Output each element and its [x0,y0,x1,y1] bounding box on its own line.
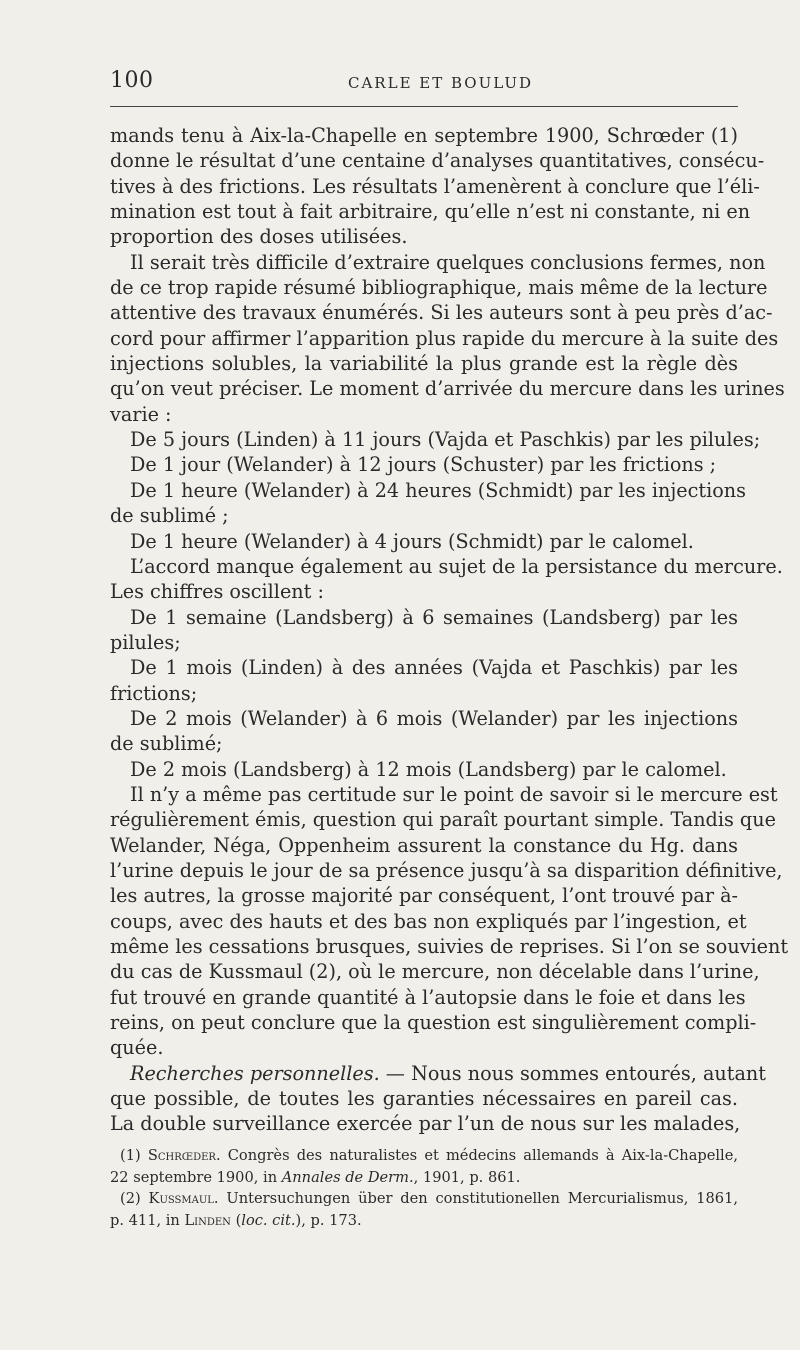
page-header [110,68,738,98]
text-line: coups, avec des hauts et des bas non expliqués par l’ingestion, et [110,909,747,933]
text-line: même les cessations brusques, suivies de reprises. Si l’on se souvient [110,935,789,958]
page-number: 100 [110,68,154,93]
body-text [110,123,789,1137]
footnote-1-line-2 [110,1167,738,1189]
footnote-2-line-2 [110,1210,738,1232]
text-line: reins, on peut conclure que la question est singulièrement compli- [110,1011,757,1035]
text-line: de ce trop rapide résumé bibliographique, mais même de la lecture [110,276,768,300]
footnote-1-line-1 [110,1145,738,1167]
footnote-ref-author: Linden [184,1211,231,1229]
footnote-journal: Annales de Derm. [281,1168,414,1186]
text-line: injections solubles, la variabilité la plus grande est la règle dès [110,352,738,376]
text-line: mands tenu à Aix-la-Chapelle en septembre 1900, Schrœder (1) [110,124,738,147]
text-line: de sublimé; [110,732,223,756]
text-line: De 2 mois (Landsberg) à 12 mois (Landsberg) par le calomel. [130,757,727,781]
text-line: Welander, Néga, Oppenheim assurent la constance du Hg. dans [110,833,738,857]
text-line: Il n’y a même pas certitude sur le point de savoir si le mercure est [130,782,778,806]
text-line: l’urine depuis le jour de sa présence jusqu’à sa disparition définitive, [110,858,783,882]
footnote-text: p. 411, in [110,1211,185,1229]
footnote-ref: loc. cit. [241,1211,296,1229]
text-line: De 1 heure (Welander) à 24 heures (Schmidt) par les injections [130,478,746,502]
footnotes [110,1145,738,1231]
text-line: les autres, la grosse majorité par conséquent, l’ont trouvé par à- [110,884,739,908]
footnote-text: ), p. 173. [295,1211,362,1229]
footnote-marker: (1) [120,1147,141,1164]
footnote-author: Schrœder. [147,1147,221,1164]
text-line: quée. [110,1036,164,1060]
text-line: mination est tout à fait arbitraire, qu’elle n’est ni constante, ni en [110,200,751,224]
text-line: De 1 mois (Linden) à des années (Vajda et Paschkis) par les [130,656,738,680]
running-title: CARLE ET BOULUD [348,74,534,92]
text-line: Les chiffres oscillent : [110,580,324,604]
text-line: L’accord manque également au sujet de la persistance du mercure. [130,554,783,578]
footnote-text: , 1901, p. 861. [413,1168,521,1186]
footnote-text: 22 septembre 1900, in [110,1168,282,1186]
text-line: varie : [110,402,172,426]
text-line: fut trouvé en grande quantité à l’autopsie dans le foie et dans les [110,985,746,1009]
footnote-text: Congrès des naturalistes et médecins allemands à Aix-la-Chapelle, [220,1147,738,1164]
footnote-text: ( [230,1211,242,1229]
text-line: proportion des doses utilisées. [110,225,408,249]
text-line: pilules; [110,630,181,654]
text-line: De 1 semaine (Landsberg) à 6 semaines (Landsberg) par les [130,605,738,629]
text-line: De 1 heure (Welander) à 4 jours (Schmidt) par le calomel. [130,529,694,553]
recherches-line-1 [110,1061,766,1086]
text-line: que possible, de toutes les garanties nécessaires en pareil cas. [110,1087,738,1111]
footnote-text: Untersuchungen über den constitutionellen Mercurialismus, 1861, [218,1190,739,1207]
footnote-marker: (2) [120,1190,141,1207]
text-line: cord pour affirmer l’apparition plus rapide du mercure à la suite des [110,326,779,350]
text-line: De 2 mois (Welander) à 6 mois (Welander) par les injections [130,706,738,730]
text-line: De 5 jours (Linden) à 11 jours (Vajda et Paschkis) par les pilules; [130,428,761,452]
section-heading: Recherches personnelles. [130,1061,380,1085]
text-line: qu’on veut préciser. Le moment d’arrivée du mercure dans les urines [110,377,785,401]
text-line: de sublimé ; [110,504,229,528]
text-line: attentive des travaux énumérés. Si les auteurs sont à peu près d’ac- [110,301,773,325]
text-line: régulièrement émis, question qui paraît pourtant simple. Tandis que [110,808,776,832]
header-rule [110,106,738,107]
footnote-2-line-1 [110,1188,738,1210]
text-line: frictions; [110,681,198,705]
text-line: tives à des frictions. Les résultats l’amenèrent à conclure que l’éli- [110,174,760,198]
recherches-text: — Nous nous sommes entourés, autant [379,1061,766,1085]
text-line: donne le résultat d’une centaine d’analyses quantitatives, consécu- [110,149,765,173]
text-line: De 1 jour (Welander) à 12 jours (Schuster) par les frictions ; [130,453,717,477]
footnote-author: Kussmaul. [148,1190,219,1207]
text-line: La double surveillance exercée par l’un de nous sur les malades, [110,1112,741,1136]
text-line: Il serait très difficile d’extraire quelques conclusions fermes, non [130,250,766,274]
text-line: du cas de Kussmaul (2), où le mercure, non décelable dans l’urine, [110,960,760,984]
